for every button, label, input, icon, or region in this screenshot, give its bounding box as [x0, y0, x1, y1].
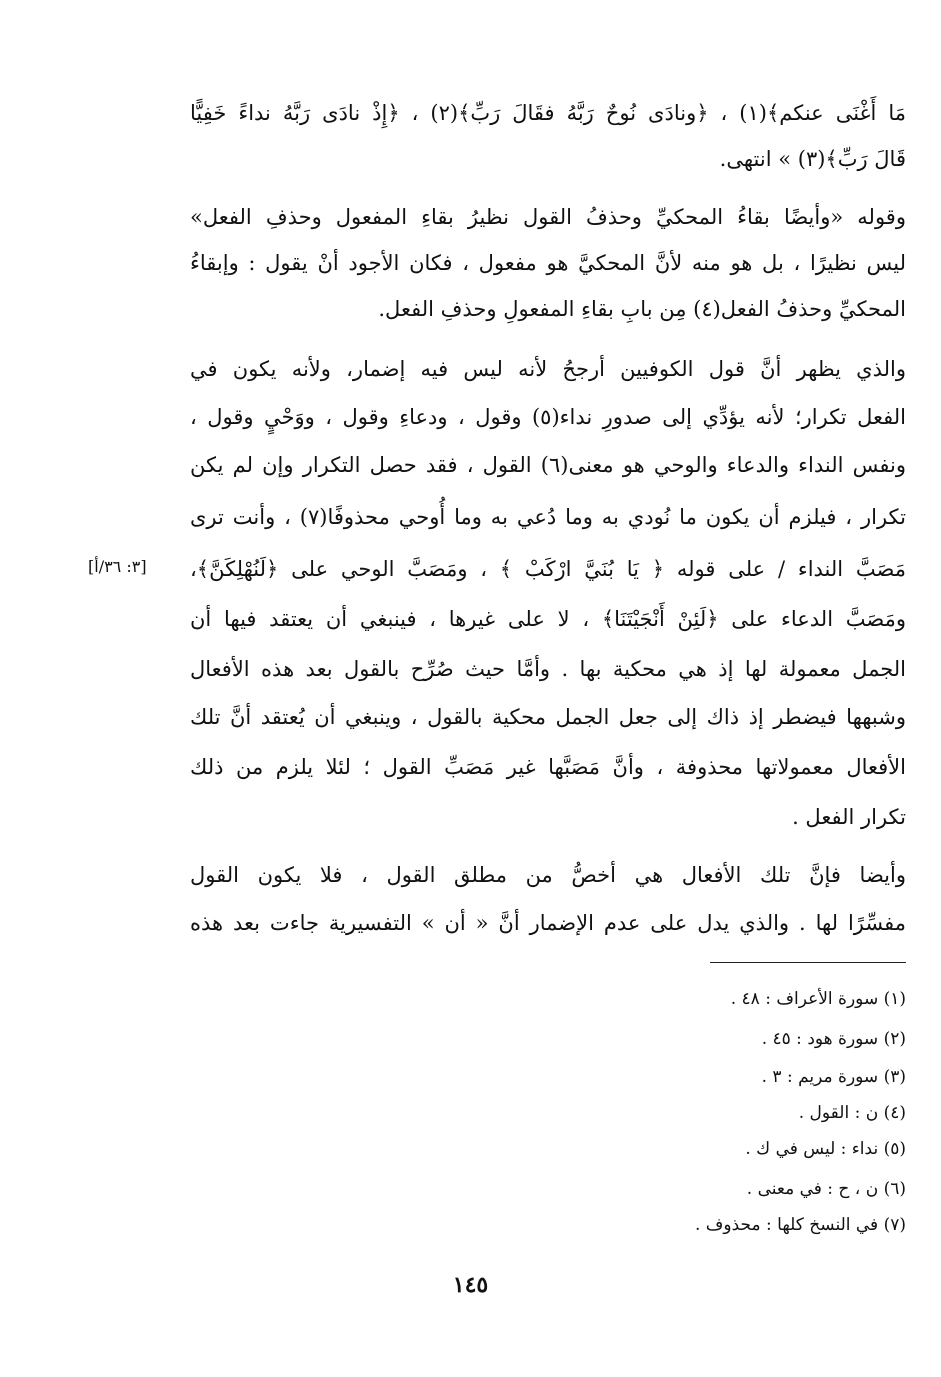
body-line-17: مفسِّرًا لها . والذي يدل على عدم الإضمار أنَّ « أن » التفسيرية جاءت بعد هذه — [190, 911, 906, 935]
body-line-11: ومَصَبَّ الدعاء على ﴿لَئِنْ أَنْجَيْتَنَا﴾ ، لا على غيرها ، فينبغي أن يعتقد فيها أن — [190, 607, 906, 631]
margin-folio-reference: [٣: ٣٦/أ] — [88, 557, 147, 576]
body-line-9: تكرار ، فيلزم أن يكون ما نُودي به وما دُعي به وما أُوحي محذوفًا(٧) ، وأنت ترى — [190, 505, 906, 529]
footnote-7: (٧) في النسخ كلها : محذوف . — [694, 1215, 906, 1235]
body-line-8: ونفس النداء والدعاء والوحي هو معنى(٦) القول ، فقد حصل التكرار وإن لم يكن — [190, 453, 906, 477]
body-line-1: مَا أَغْنَى عنكم﴾(١) ، ﴿ونادَى نُوحٌ رَبَّهُ فقَالَ رَبِّ﴾(٢) ، ﴿إِذْ نادَى رَبَّهُ نداءً خَفِيًّا — [190, 101, 906, 125]
body-line-2: قَالَ رَبِّ﴾(٣) » انتهى. — [719, 147, 906, 171]
footnote-1: (١) سورة الأعراف : ٤٨ . — [730, 989, 906, 1009]
footnote-separator — [710, 962, 906, 963]
footnote-4: (٤) ن : القول . — [798, 1103, 906, 1123]
footnote-6: (٦) ن ، ح : في معنى . — [746, 1179, 906, 1199]
body-line-7: الفعل تكرار؛ لأنه يؤدِّي إلى صدورِ نداء(٥) وقول ، ودعاءِ وقول ، ووَحْيٍ وقول ، — [190, 405, 906, 429]
body-line-13: وشبهها فيضطر إذ ذاك إلى جعل الجمل محكية بالقول ، وينبغي أن يُعتقد أنَّ تلك — [190, 705, 906, 729]
body-line-16: وأيضا فإنَّ تلك الأفعال هي أخصُّ من مطلق القول ، فلا يكون القول — [190, 863, 906, 887]
body-line-10: مَصَبَّ النداء / على قوله ﴿ يَا بُنَيَّ ارْكَبْ ﴾ ، ومَصَبَّ الوحي على ﴿لَنُهْلِكَنَّ﴾، — [190, 557, 906, 581]
body-line-6: والذي يظهر أنَّ قول الكوفيين أرجحُ لأنه ليس فيه إضمار، ولأنه يكون في — [190, 357, 906, 381]
body-line-14: الأفعال معمولاتها محذوفة ، وأنَّ مَصَبَّها غير مَصَبِّ القول ؛ لئلا يلزم من ذلك — [190, 755, 906, 779]
footnote-5: (٥) نداء : ليس في ك . — [745, 1139, 906, 1159]
body-line-12: الجمل معمولة لها إذ هي محكية بها . وأمَّا حيث صُرِّح بالقول بعد هذه الأفعال — [190, 657, 906, 681]
footnote-2: (٢) سورة هود : ٤٥ . — [761, 1029, 906, 1049]
footnote-3: (٣) سورة مريم : ٣ . — [761, 1067, 906, 1087]
page-number: ١٤٥ — [452, 1272, 489, 1298]
body-line-4: ليس نظيرًا ، بل هو منه لأنَّ المحكيَّ هو مفعول ، فكان الأجود أنْ يقول : وإبقاءُ — [190, 251, 906, 275]
body-line-3: وقوله «وأيضًا بقاءُ المحكيِّ وحذفُ القول نظيرُ بقاءِ المفعول وحذفِ الفعل» — [190, 205, 906, 229]
body-line-15: تكرار الفعل . — [792, 805, 906, 829]
body-line-5: المحكيِّ وحذفُ الفعل(٤) مِن بابِ بقاءِ المفعولِ وحذفِ الفعل. — [378, 297, 906, 321]
